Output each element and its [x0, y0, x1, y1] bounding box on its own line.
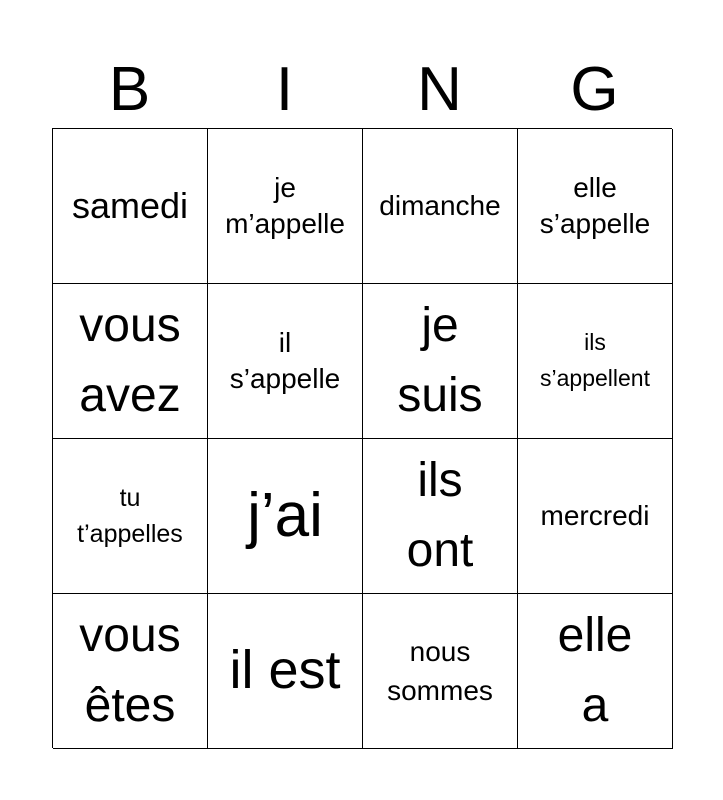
cell-text: je suis	[397, 299, 483, 422]
bingo-cell[interactable]	[363, 439, 518, 594]
bingo-cell[interactable]	[208, 284, 363, 439]
cell-text: il est	[229, 640, 341, 701]
cell-text: il s’appelle	[229, 326, 341, 394]
header-letter-n: N	[417, 55, 462, 124]
bingo-cell[interactable]	[53, 284, 208, 439]
header-letter-b: B	[108, 55, 151, 124]
bingo-cell[interactable]	[518, 594, 673, 749]
bingo-cell[interactable]	[518, 129, 673, 284]
bingo-cell[interactable]	[208, 439, 363, 594]
bingo-cell[interactable]	[363, 129, 518, 284]
bingo-header	[52, 52, 672, 128]
cell-text: dimanche	[379, 189, 501, 221]
cell-text: je m’appelle	[225, 171, 345, 239]
bingo-cell[interactable]	[363, 594, 518, 749]
cell-text: elle a	[557, 609, 633, 732]
bingo-cell[interactable]	[518, 284, 673, 439]
bingo-cell[interactable]	[208, 594, 363, 749]
header-letter-i: I	[275, 55, 294, 124]
cell-text: vous êtes	[79, 609, 181, 732]
cell-text: mercredi	[540, 499, 650, 531]
bingo-cell[interactable]	[53, 439, 208, 594]
bingo-cell[interactable]	[518, 439, 673, 594]
header-letter-g: G	[570, 55, 619, 124]
bingo-cell[interactable]	[53, 129, 208, 284]
cell-text: elle s’appelle	[539, 171, 651, 239]
cell-text: ils s’appellent	[540, 329, 650, 391]
bingo-cell[interactable]	[53, 594, 208, 749]
cell-text: j’ai	[247, 481, 323, 550]
cell-text: nous sommes	[387, 635, 493, 706]
cell-text: vous avez	[79, 299, 181, 422]
cell-text: samedi	[71, 185, 189, 227]
bingo-board	[52, 128, 672, 748]
bingo-cell[interactable]	[208, 129, 363, 284]
cell-text: ils ont	[406, 454, 474, 577]
cell-text: tu t’appelles	[77, 483, 183, 548]
bingo-cell[interactable]	[363, 284, 518, 439]
